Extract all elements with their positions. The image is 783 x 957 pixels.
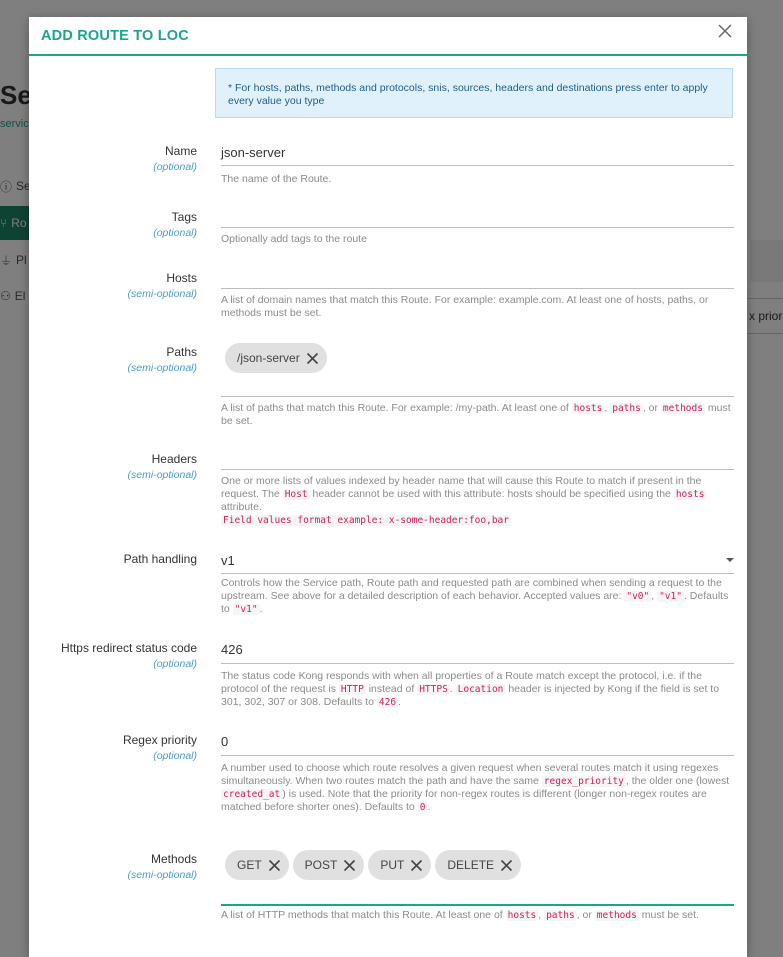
tags-help: Optionally add tags to the route [221,233,367,245]
tags-sub-label: (optional) [153,227,197,239]
path-handling-help [221,577,736,616]
path-handling-value: v1 [221,553,235,568]
name-input[interactable]: json-server [221,145,734,166]
methods-label-text: Methods [150,852,197,866]
code-regex-priority: regex_priority [543,776,624,787]
paths-chip-list [225,343,331,373]
regex-priority-help-text: ) is used. Note that the priority for non-regex routes is different (longer non-regex routes are matched before shorter ones). Defaults to [221,788,707,813]
close-icon[interactable] [410,859,423,872]
headers-help-text: header cannot be used with this attribute: hosts should be specified using the [312,488,671,500]
regex-priority-help-text: , the older one (lowest [625,775,730,787]
paths-sub-label: (semi-optional) [127,362,197,374]
separator: , [651,590,655,602]
headers-help-text: attribute. [221,501,262,513]
methods-sub-label: (semi-optional) [127,869,197,881]
separator: . [259,603,263,615]
separator: . [398,696,401,708]
chip-label: /json-server [237,351,300,365]
code-http: HTTP [340,684,364,695]
separator: , [604,402,608,414]
paths-input[interactable] [221,379,734,397]
hosts-help: A list of domain names that match this Route. For example: example.com. At least one of hosts, paths, or methods must be set. [221,294,709,319]
code-v0: "v0" [626,591,650,602]
headers-help-text: One or more lists of values indexed by header name that will cause this Route to match if present in the request. The [221,475,702,500]
headers-help [221,475,736,527]
separator: , or [576,909,592,921]
regex-priority-input[interactable]: 0 [221,734,734,756]
method-chip-delete[interactable] [435,850,521,880]
separator: , [538,909,542,921]
separator: . [449,683,453,695]
code-426: 426 [378,697,397,708]
code-v1: "v1" [659,591,682,602]
methods-label [128,852,197,881]
hosts-sub-label: (semi-optional) [127,288,197,300]
name-label-text: Name [164,144,197,158]
chip-label: PUT [380,858,405,872]
name-help: The name of the Route. [221,173,332,185]
paths-label [128,345,197,374]
headers-format-example: Field values format example: x-some-header:foo,bar [223,515,509,526]
close-icon[interactable] [717,23,733,39]
tags-input[interactable] [221,207,734,228]
https-redirect-input[interactable]: 426 [221,642,734,664]
add-route-modal [29,17,747,957]
name-label [153,144,197,173]
path-handling-help-text: . Defaults to [221,590,729,615]
tags-label-text: Tags [171,210,197,224]
https-redirect-label-text: Https redirect status code [60,641,197,655]
code-paths: paths [612,403,641,414]
https-redirect-help-text: header is injected by Kong if the field is set to 301, 302, 307 or 308. Defaults to [221,683,720,708]
close-icon[interactable] [500,859,513,872]
methods-help [221,909,736,922]
code-hosts: hosts [573,403,603,414]
path-handling-help-text: Controls how the Service path, Route path and requested path are combined when sending a request to the upstream. See above for a detailed description of each behavior. Accepted values are: [221,577,722,602]
modal-header [29,17,747,56]
headers-label [128,452,197,481]
chip-label: DELETE [447,858,495,872]
name-sub-label: (optional) [153,161,197,173]
code-zero: 0 [419,802,426,813]
code-methods: methods [662,403,703,414]
close-icon[interactable] [343,859,356,872]
regex-priority-help [221,762,736,814]
chip-label: GET [237,858,262,872]
code-https: HTTPS [419,684,448,695]
hosts-label [128,271,197,300]
https-redirect-help [221,670,736,709]
methods-help-text: A list of HTTP methods that match this Route. At least one of [221,909,503,921]
methods-input[interactable] [221,887,734,906]
regex-priority-label [123,733,197,762]
methods-chip-list [225,850,525,880]
regex-priority-label-text: Regex priority [122,733,197,747]
hosts-input[interactable] [221,268,734,289]
code-location: Location [457,684,504,695]
code-created-at: created_at [223,789,281,800]
code-methods: methods [596,910,637,921]
path-handling-label-text: Path handling [123,552,197,566]
https-redirect-label [61,641,197,670]
https-redirect-sub-label: (optional) [153,658,197,670]
hosts-label-text: Hosts [166,271,197,285]
methods-help-end: must be set. [641,909,699,921]
method-chip-put[interactable] [368,850,431,880]
regex-priority-help-text: A number used to choose which route resolves a given request when several routes match it using regexes simultaneously. When two routes match the path and have the same [221,762,719,787]
code-paths: paths [546,910,575,921]
https-redirect-help-text: The status code Kong responds with when all properties of a Route match except the protocol, i.e. if the protocol of the request is [221,670,702,695]
paths-help-text: A list of paths that match this Route. For example: /my-path. At least one of [221,402,569,414]
paths-help [221,402,736,428]
method-chip-get[interactable] [225,850,289,880]
method-chip-post[interactable] [293,850,365,880]
code-default: "v1" [234,604,258,615]
headers-sub-label: (semi-optional) [127,469,197,481]
path-handling-label [124,552,197,566]
path-handling-select[interactable] [221,553,734,574]
code-hosts: hosts [675,489,705,500]
tags-label [153,210,197,239]
https-redirect-help-text: instead of [368,683,415,695]
separator: . [427,801,431,813]
modal-title: ADD ROUTE TO LOC [41,28,189,44]
close-icon[interactable] [306,352,319,365]
code-host: Host [284,489,308,500]
headers-label-text: Headers [151,452,197,466]
path-chip[interactable] [225,343,327,373]
separator: , or [642,402,658,414]
chip-label: POST [304,858,338,872]
close-icon[interactable] [268,859,281,872]
regex-priority-sub-label: (optional) [153,750,197,762]
code-hosts: hosts [507,910,537,921]
paths-label-text: Paths [166,345,197,359]
paths-help-end: must be set. [221,402,731,427]
headers-input[interactable] [221,451,734,470]
chevron-down-icon[interactable] [726,558,734,562]
info-alert: * For hosts, paths, methods and protocols, snis, sources, headers and destinations press enter to apply every value you type [215,68,733,118]
